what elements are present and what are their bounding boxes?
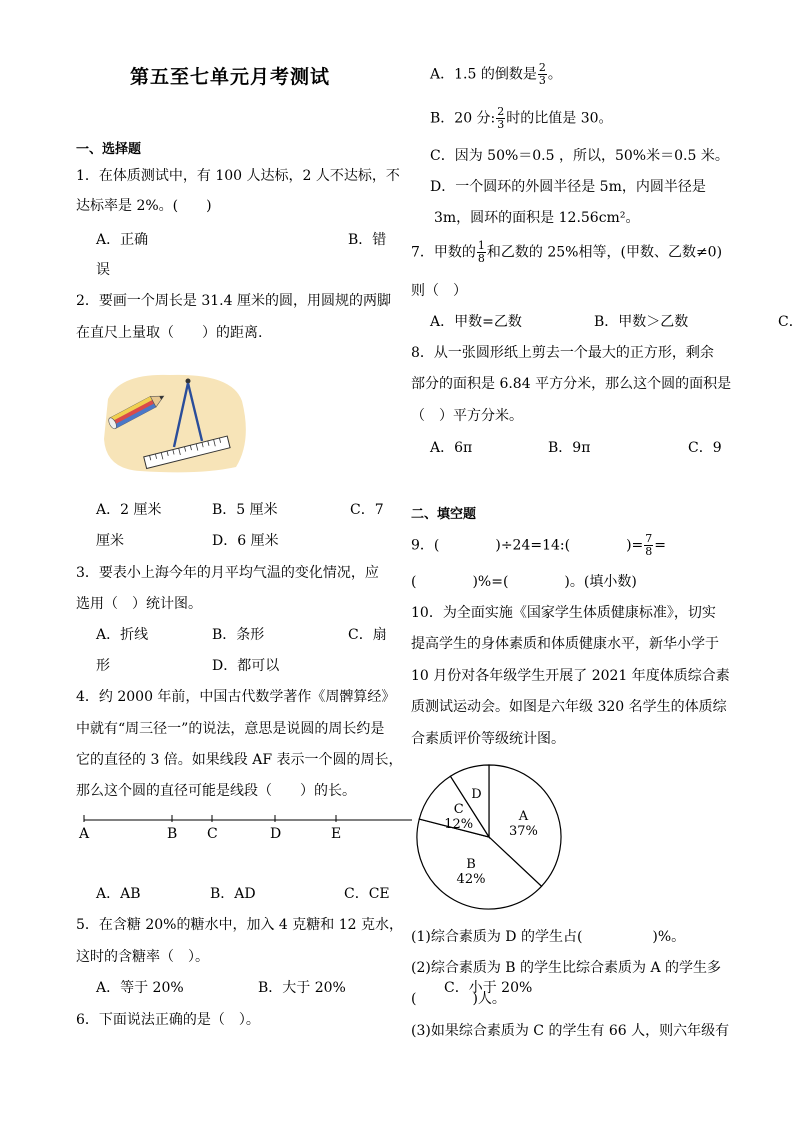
question-7-line: [411, 240, 722, 265]
question-10-sub-2-wrap: ( )人。: [411, 991, 506, 1007]
question-10-line: 10．为全面实施《国家学生体质健康标准》，切实: [411, 605, 716, 621]
question-10-sub-3: (3)如果综合素质为 C 的学生有 66 人，则六年级有: [411, 1023, 730, 1039]
option-b: B．5 厘米: [212, 502, 278, 518]
fraction-numerator: 1: [477, 239, 485, 252]
pie-percent-c: 12%: [444, 817, 474, 832]
fraction-numerator: 2: [497, 105, 505, 118]
option-c: C．因为 50%＝0.5 ，所以，50%米＝0.5 米。: [430, 148, 729, 164]
question-6-line: 6．下面说法正确的是（ ）。: [76, 1012, 260, 1028]
option-c-wrap: 形: [96, 658, 110, 674]
option-a-text: A．1.5 的倒数是: [430, 66, 537, 83]
question-8-line: 部分的面积是 6.84 平方分米，那么这个圆的面积是: [411, 376, 732, 392]
pie-label-d: D: [471, 787, 482, 803]
fraction: [538, 62, 547, 87]
option-a: A．等于 20%: [96, 980, 184, 996]
option-a: A．折线: [96, 627, 149, 643]
option-a-text-end: 。: [547, 66, 562, 83]
option-c: C．9: [688, 440, 722, 456]
option-b: B．9π: [548, 440, 591, 456]
question-10-line: 合素质评价等级统计图。: [411, 731, 565, 747]
option-b: B．错: [348, 232, 387, 248]
question-2-line: 2．要画一个周长是 31.4 厘米的圆，用圆规的两脚: [76, 293, 391, 309]
option-a: A．AB: [96, 886, 141, 902]
pie-label-c: C: [453, 802, 464, 817]
question-1-line: 达标率是 2%。( ): [76, 198, 212, 214]
option-c: C．小于 20%: [444, 980, 533, 996]
option-b: B．条形: [212, 627, 265, 643]
option-c: C．7: [350, 502, 384, 518]
option-a: [430, 62, 562, 87]
question-9-text: 9．( )÷24=14:( )=: [411, 537, 644, 554]
option-a: A．甲数=乙数: [430, 314, 522, 330]
option-b: B．大于 20%: [258, 980, 346, 996]
question-9-text-end: =: [654, 537, 667, 554]
option-d: D．6 厘米: [212, 533, 279, 549]
option-c-wrap: 厘米: [96, 533, 124, 549]
compass-ruler-illustration: [100, 369, 250, 475]
fraction-denominator: 8: [477, 252, 485, 265]
pie-label-a: A: [518, 809, 529, 825]
option-d-wrap: 3m，圆环的面积是 12.56cm²。: [434, 210, 640, 226]
question-3-line: 选用（ ）统计图。: [76, 596, 202, 612]
point-label-a: A: [79, 826, 90, 842]
question-10-line: 提高学生的身体素质和体质健康水平，新华小学于: [411, 636, 719, 652]
fraction-denominator: 3: [497, 118, 505, 131]
line-segment-diagram: [72, 810, 416, 846]
point-label-d: D: [270, 826, 282, 842]
question-9-line: ( )%=( )。(填小数): [411, 574, 637, 590]
fraction: [644, 533, 653, 558]
pie-label-b: B: [466, 856, 476, 872]
option-b-text: B．20 分:: [430, 110, 496, 127]
pie-chart: [414, 762, 564, 912]
question-2-line: 在直尺上量取（ ）的距离.: [76, 325, 263, 341]
fraction: [496, 106, 505, 131]
option-a: A．2 厘米: [96, 502, 162, 518]
pie-percent-b: 42%: [456, 871, 486, 887]
question-4-line: 它的直径的 3 倍。如果线段 AF 表示一个圆的周长，: [76, 752, 403, 768]
question-9-line: [411, 533, 666, 558]
fraction-numerator: 7: [645, 532, 653, 545]
option-c: C．扇: [348, 627, 387, 643]
question-3-line: 3．要表小上海今年的月平均气温的变化情况，应: [76, 565, 379, 581]
question-8-line: 8．从一张圆形纸上剪去一个最大的正方形，剩余: [411, 345, 714, 361]
option-d: D．都可以: [212, 658, 280, 674]
fraction-denominator: 3: [538, 74, 546, 87]
option-b-text-end: 时的比值是 30。: [506, 110, 613, 127]
section-heading-fill: 二、填空题: [411, 507, 477, 522]
fraction-denominator: 8: [645, 545, 653, 558]
point-label-c: C: [207, 826, 218, 842]
option-b: B．AD: [210, 886, 256, 902]
question-10-line: 10 月份对各年级学生开展了 2021 年度体质综合素: [411, 668, 730, 684]
question-5-line: 5．在含糖 20%的糖水中，加入 4 克糖和 12 克水，: [76, 917, 403, 933]
fraction: [477, 240, 486, 265]
option-c: C．CE: [344, 886, 390, 902]
fraction-numerator: 2: [538, 61, 546, 74]
question-8-line: （ ）平方分米。: [411, 408, 523, 424]
question-7-text-end: 和乙数的 25%相等，(甲数、乙数≠0): [486, 244, 723, 261]
question-4-line: 4．约 2000 年前，中国古代数学著作《周髀算经》: [76, 689, 396, 705]
question-1-line: 1．在体质测试中，有 100 人达标，2 人不达标，不: [76, 168, 400, 184]
point-label-e: E: [331, 826, 342, 842]
option-b: [430, 106, 613, 131]
question-5-line: 这时的含糖率（ ）。: [76, 949, 209, 965]
option-a: A．正确: [96, 232, 149, 248]
question-10-sub-1: (1)综合素质为 D 的学生占( )%。: [411, 929, 686, 945]
question-10-sub-2: (2)综合素质为 B 的学生比综合素质为 A 的学生多: [411, 960, 722, 976]
option-a: A．6π: [430, 440, 473, 456]
question-7-text: 7．甲数的: [411, 244, 476, 261]
question-4-line: 中就有“周三径一”的说法，意思是说圆的周长约是: [76, 721, 385, 737]
section-heading-choice: 一、选择题: [76, 142, 142, 157]
option-b-wrap: 误: [96, 262, 110, 278]
question-7-line: 则（ ）: [411, 283, 467, 299]
option-d: D．一个圆环的外圆半径是 5m，内圆半径是: [430, 179, 706, 195]
option-b: B．甲数＞乙数: [594, 314, 689, 330]
option-c: C．: [778, 314, 803, 330]
pie-percent-a: 37%: [508, 824, 538, 840]
point-label-b: B: [167, 826, 178, 842]
page-title: 第五至七单元月考测试: [130, 66, 331, 88]
question-4-line: 那么这个圆的直径可能是线段（ ）的长。: [76, 783, 356, 799]
question-10-line: 质测试运动会。如图是六年级 320 名学生的体质综: [411, 699, 727, 715]
